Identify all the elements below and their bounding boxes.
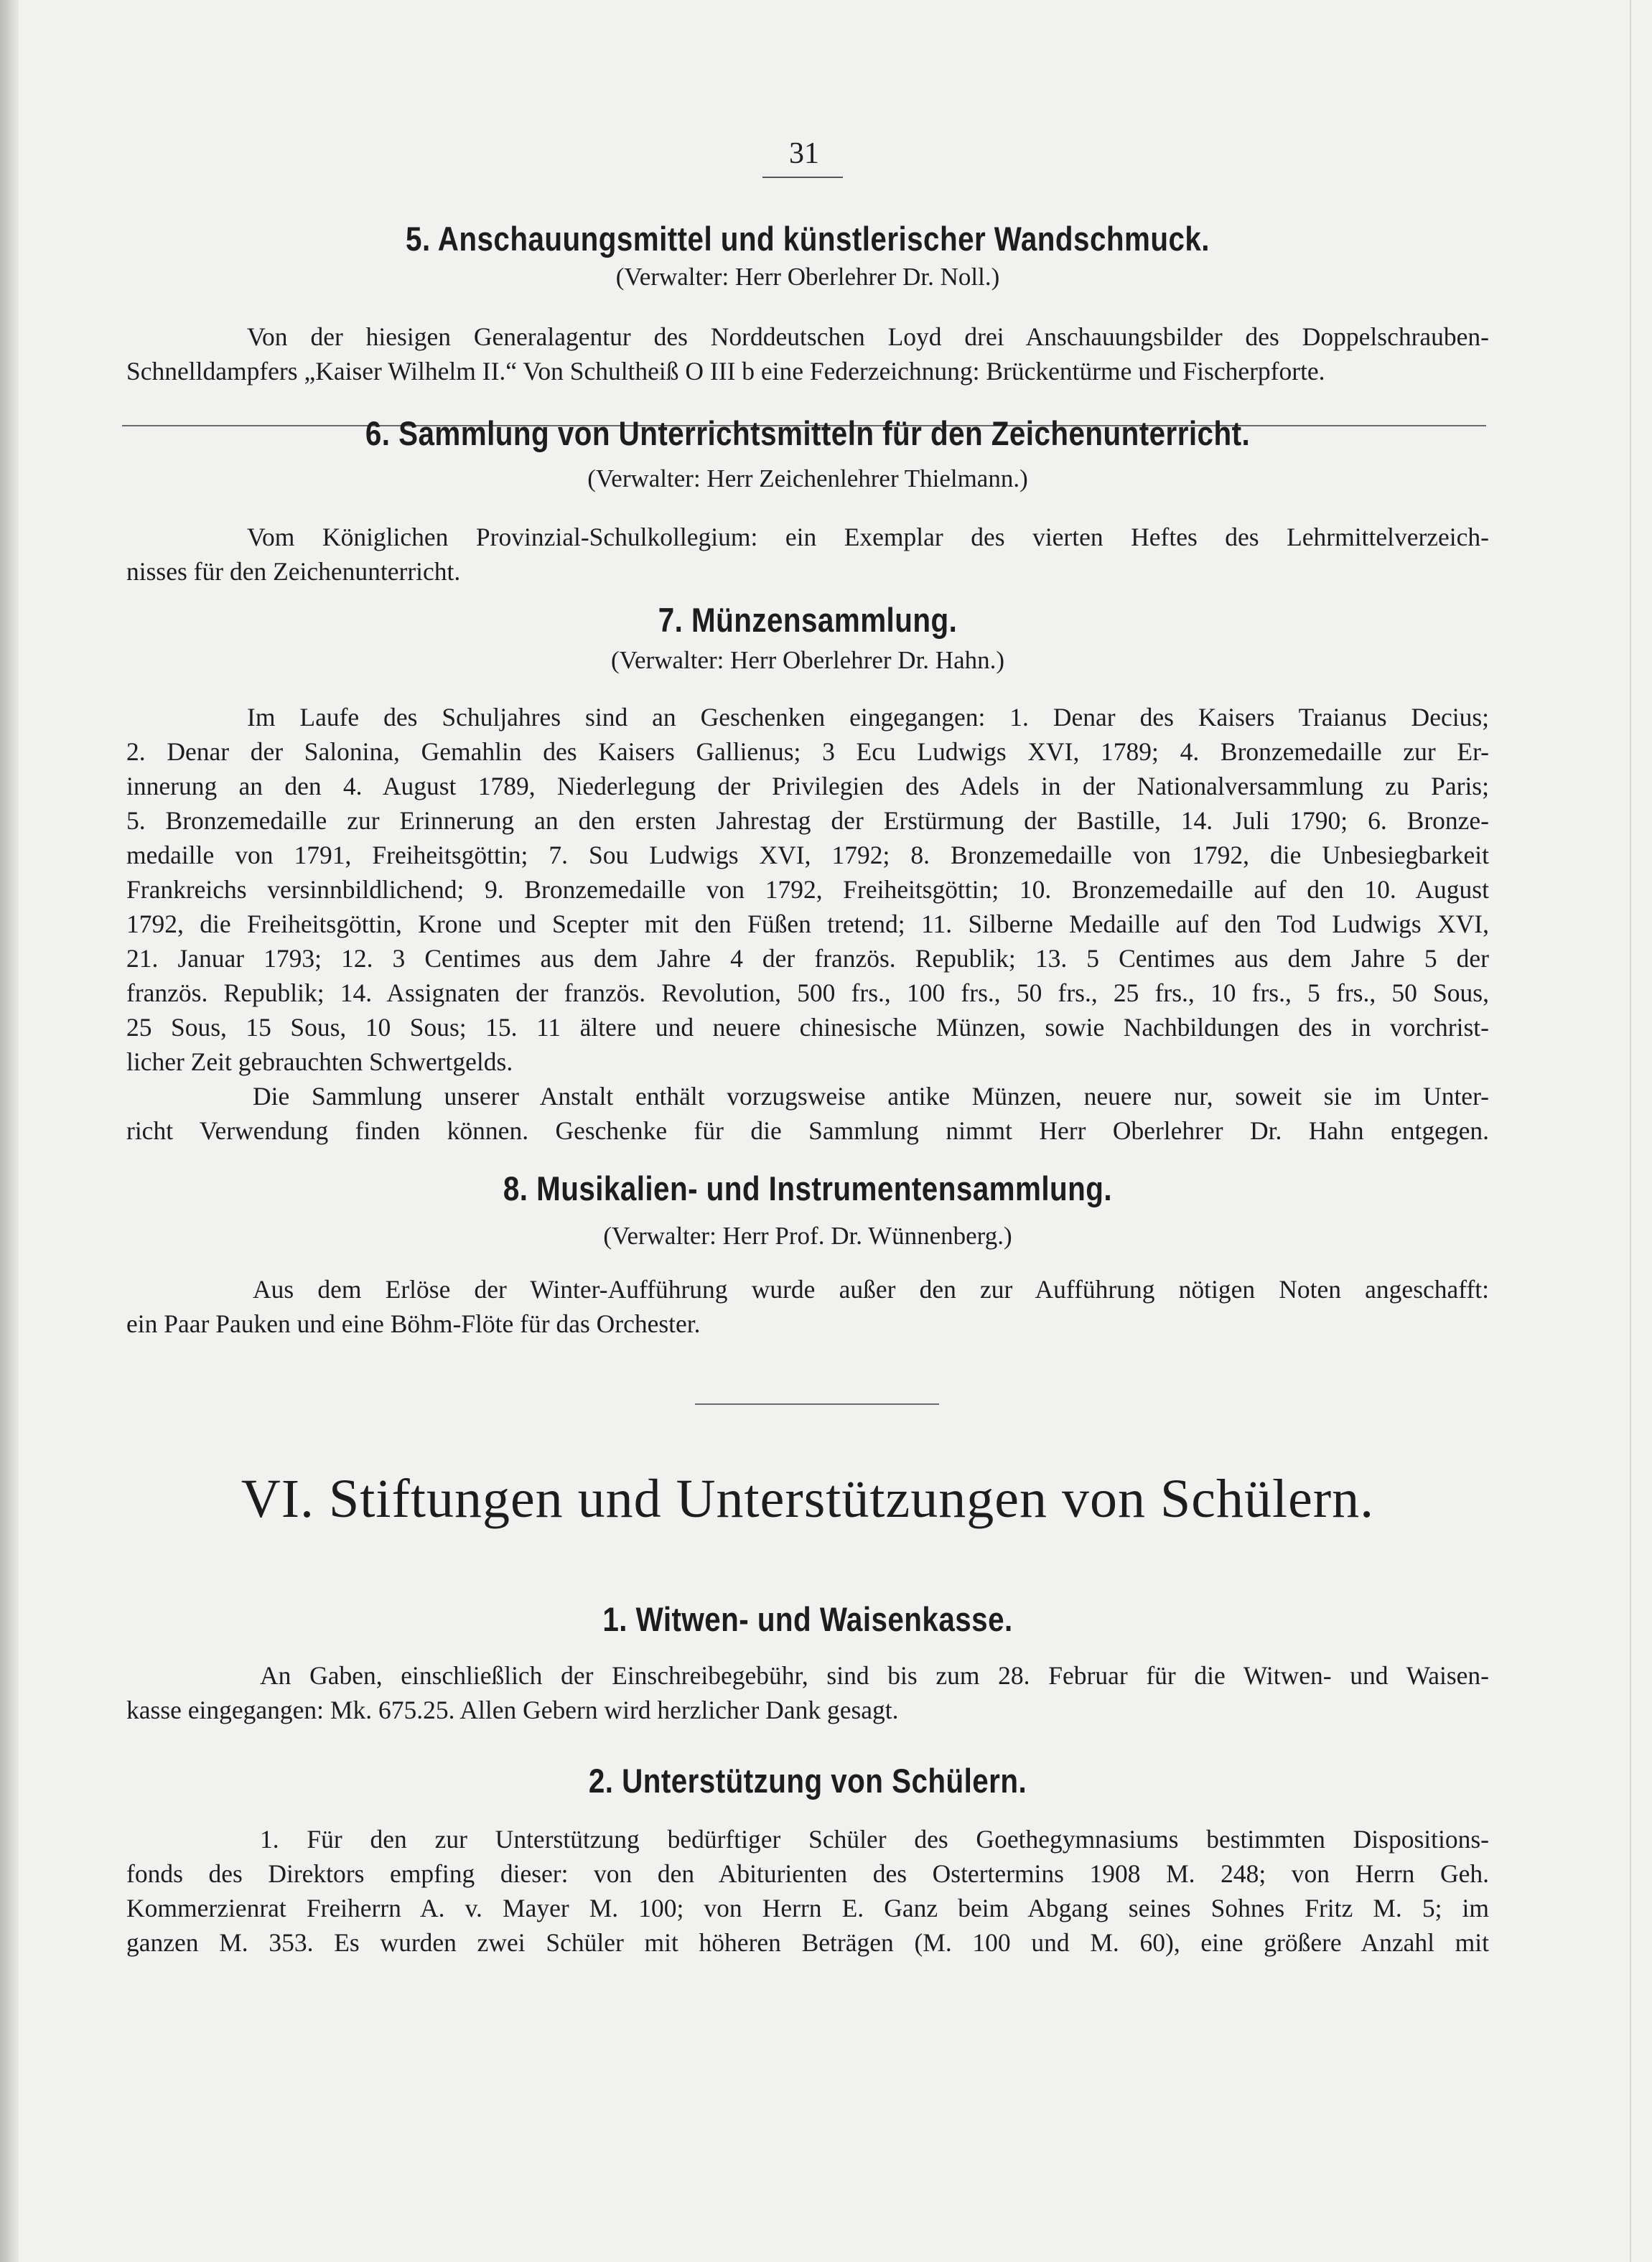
text-line: Von der hiesigen Generalagentur des Norddeutschen Loyd drei Anschauungsbilder des Doppelschrauben-: [247, 322, 1489, 351]
text-line: Die Sammlung unserer Anstalt enthält vorzugsweise antike Münzen, neuere nur, soweit sie im Unter-: [253, 1082, 1489, 1111]
section-5-heading: 5. Anschauungsmittel und künstlerischer Wandschmuck.: [406, 220, 1210, 258]
subsection-1-paragraph: [126, 1658, 1489, 1727]
text-line: ganzen M. 353. Es wurden zwei Schüler mit höheren Beträgen (M. 100 und M. 60), eine größere Anzahl mit: [126, 1928, 1489, 1957]
page-number: 31: [789, 137, 819, 170]
text-line: Kommerzienrat Freiherrn A. v. Mayer M. 100; von Herrn E. Ganz beim Abgang seines Sohnes Fritz M. 5; im: [126, 1894, 1489, 1922]
section-8-paragraph: [126, 1272, 1489, 1341]
text-line: 21. Januar 1793; 12. 3 Centimes aus dem Jahre 4 der französ. Republik; 13. 5 Centimes aus dem Jahre 5 der: [126, 944, 1489, 973]
section-5-paragraph: [126, 319, 1489, 388]
text-line: Im Laufe des Schuljahres sind an Geschenken eingegangen: 1. Denar des Kaisers Traianus Decius;: [247, 703, 1489, 732]
section-7-paragraph: [126, 700, 1489, 1148]
text-line: innerung an den 4. August 1789, Niederlegung der Privilegien des Adels in der Nationalversammlung zu Paris;: [126, 772, 1489, 800]
section-6-heading: 6. Sammlung von Unterrichtsmitteln für den Zeichenunterricht.: [365, 414, 1251, 452]
text-line: fonds des Direktors empfing dieser: von den Abiturienten des Ostertermins 1908 M. 248; von Herrn Geh.: [126, 1859, 1489, 1888]
text-line: 25 Sous, 15 Sous, 10 Sous; 15. 11 ältere und neuere chinesische Münzen, sowie Nachbildungen des in vorchrist-: [126, 1013, 1489, 1042]
page-edge-line: [1630, 0, 1631, 2262]
text-line: medaille von 1791, Freiheitsgöttin; 7. Sou Ludwigs XVI, 1792; 8. Bronzemedaille von 1792, die Unbesiegbarkeit: [126, 841, 1489, 869]
text-line: Aus dem Erlöse der Winter-Aufführung wurde außer den zur Aufführung nötigen Noten angeschafft:: [253, 1275, 1489, 1304]
section-6-admin: (Verwalter: Herr Zeichenlehrer Thielmann.): [587, 464, 1028, 492]
text-line: 1792, die Freiheitsgöttin, Krone und Scepter mit den Füßen tretend; 11. Silberne Medaille auf den Tod Ludwigs XVI,: [126, 910, 1489, 938]
section-8-heading: 8. Musikalien- und Instrumentensammlung.: [503, 1169, 1113, 1207]
text-line: Vom Königlichen Provinzial-Schulkollegium: ein Exemplar des vierten Heftes des Lehrmittelverzeich-: [247, 523, 1489, 551]
text-line: französ. Republik; 14. Assignaten der französ. Revolution, 500 frs., 100 frs., 50 frs., 25 frs., 10 frs., 5 frs., 50 Sous,: [126, 978, 1489, 1007]
section-7-admin: (Verwalter: Herr Oberlehrer Dr. Hahn.): [610, 646, 1005, 674]
text-line: 5. Bronzemedaille zur Erinnerung an den ersten Jahrestag der Erstürmung der Bastille, 14. Juli 1790; 6. Bronze-: [126, 806, 1489, 835]
text-line: Frankreichs versinnbildlichend; 9. Bronzemedaille von 1792, Freiheitsgöttin; 10. Bronzemedaille auf den 10. August: [126, 875, 1489, 904]
text-line: kasse eingegangen: Mk. 675.25. Allen Gebern wird herzlicher Dank gesagt.: [126, 1696, 899, 1724]
page-number-rule: [762, 177, 843, 178]
text-line: 2. Denar der Salonina, Gemahlin des Kaisers Gallienus; 3 Ecu Ludwigs XVI, 1789; 4. Bronzemedaille zur Er-: [126, 737, 1489, 766]
section-8-admin: (Verwalter: Herr Prof. Dr. Wünnenberg.): [603, 1222, 1012, 1250]
text-line: Schnelldampfers „Kaiser Wilhelm II.“ Von Schultheiß O III b eine Federzeichnung: Brückentürme und Fischerpforte.: [126, 357, 1325, 385]
subsection-2-heading: 2. Unterstützung von Schülern.: [588, 1762, 1027, 1800]
text-line: An Gaben, einschließlich der Einschreibegebühr, sind bis zum 28. Februar für die Witwen- und Waisen-: [260, 1661, 1489, 1690]
chapter-divider: [695, 1403, 939, 1405]
page-edge-shadow: [0, 0, 19, 2262]
text-line: nisses für den Zeichenunterricht.: [126, 557, 461, 586]
text-line: richt Verwendung finden können. Geschenke für die Sammlung nimmt Herr Oberlehrer Dr. Hahn entgegen.: [126, 1116, 1489, 1145]
chapter-heading: VI. Stiftungen und Unterstützungen von Schülern.: [241, 1469, 1375, 1529]
section-7-heading: 7. Münzensammlung.: [658, 601, 958, 639]
section-6-paragraph: [126, 520, 1489, 589]
subsection-1-heading: 1. Witwen- und Waisenkasse.: [602, 1600, 1013, 1638]
text-line: licher Zeit gebrauchten Schwertgelds.: [126, 1047, 513, 1076]
text-line: ein Paar Pauken und eine Böhm-Flöte für das Orchester.: [126, 1309, 701, 1338]
section-5-admin: (Verwalter: Herr Oberlehrer Dr. Noll.): [615, 263, 1000, 291]
text-line: 1. Für den zur Unterstützung bedürftiger Schüler des Goethegymnasiums bestimmten Dispositions-: [260, 1825, 1489, 1854]
subsection-2-paragraph: [126, 1822, 1489, 1960]
